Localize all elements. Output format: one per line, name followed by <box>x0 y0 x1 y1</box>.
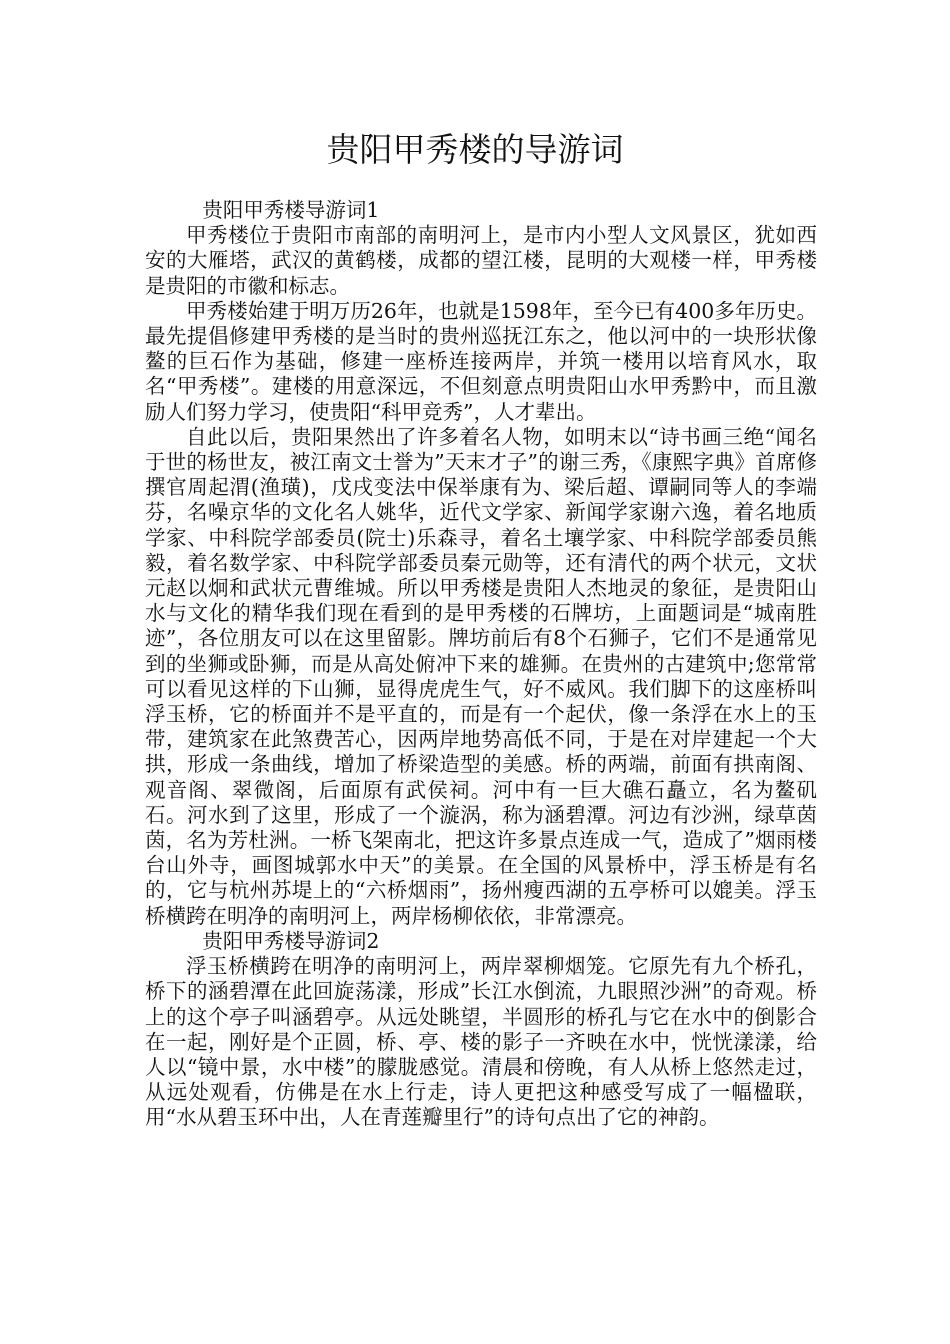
paragraph-2: 甲秀楼始建于明万历26年，也就是1598年，至今已有400多年历史。最先提倡修建甲秀楼的是当时的贵州巡抚江东之，他以河中的一块形状像鳌的巨石作为基础，修建一座桥连接两岸，并筑一楼用以培育风水，取名“甲秀楼”。建楼的用意深远，不但刻意点明贵阳山水甲秀黔中，而且激励人们努力学习，使贵阳“科甲竞秀”，人才辈出。 <box>145 298 817 424</box>
section-heading-2: 贵阳甲秀楼导游词2 <box>202 928 380 953</box>
paragraph-1: 甲秀楼位于贵阳市南部的南明河上，是市内小型人文风景区，犹如西安的大雁塔，武汉的黄鹤楼，成都的望江楼，昆明的大观楼一样，甲秀楼是贵阳的市徽和标志。 <box>145 223 817 298</box>
paragraph-4: 浮玉桥横跨在明净的南明河上，两岸翠柳烟笼。它原先有九个桥孔，桥下的涵碧潭在此回旋荡漾，形成”长江水倒流，九眼照沙洲”的奇观。桥上的这个亭子叫涵碧亭。从远处眺望，半圆形的桥孔与它在水中的倒影合在一起，刚好是个正圆，桥、亭、楼的影子一齐映在水中，恍恍漾漾，给人以“镜中景，水中楼”的朦胧感觉。清晨和傍晚，有人从桥上悠然走过，从远处观看，仿佛是在水上行走，诗人更把这种感受写成了一幅楹联，用“水从碧玉环中出，人在青莲瓣里行”的诗句点出了它的神韵。 <box>145 954 817 1130</box>
paragraph-3: 自此以后，贵阳果然出了许多着名人物，如明末以“诗书画三绝“闻名于世的杨世友，被江南文士誉为”天末才子”的谢三秀，《康熙字典》首席修撰官周起渭(渔璜)，戊戌变法中保举康有为、梁后超、谭嗣同等人的李端芬，名噪京华的文化名人姚华，近代文学家、新闻学家谢六逸，着名地质学家、中科院学部委员(院士)乐森寻，着名土壤学家、中科院学部委员熊毅，着名数学家、中科院学部委员秦元勋等，还有清代的两个状元，文状元赵以炯和武状元曹维城。所以甲秀楼是贵阳人杰地灵的象征，是贵阳山水与文化的精华我们现在看到的是甲秀楼的石牌坊，上面题词是“城南胜迹”，各位朋友可以在这里留影。牌坊前后有8个石狮子，它们不是通常见到的坐狮或卧狮，而是从高处俯冲下来的雄狮。在贵州的古建筑中;您常常可以看见这样的下山狮，显得虎虎生气，好不威风。我们脚下的这座桥叫浮玉桥，它的桥面并不是平直的，而是有一个起伏，像一条浮在水上的玉带，建筑家在此煞费苦心，因两岸地势高低不同，于是在对岸建起一个大拱，形成一条曲线，增加了桥梁造型的美感。桥的两端，前面有拱南阁、观音阁、翠微阁，后面原有武侯祠。河中有一巨大礁石矗立，名为鳌矶石。河水到了这里，形成了一个漩涡，称为涵碧潭。河边有沙洲，绿草茵茵，名为芳杜洲。一桥飞架南北，把这许多景点连成一气，造成了”烟雨楼台山外寺，画图城郭水中天”的美景。在全国的风景桥中，浮玉桥是有名的，它与杭州苏堤上的“六桥烟雨”，扬州瘦西湖的五亭桥可以媲美。浮玉桥横跨在明净的南明河上，两岸杨柳依依，非常漂亮。 <box>145 424 817 928</box>
section-heading-1: 贵阳甲秀楼导游词1 <box>202 198 380 222</box>
document-body <box>145 198 817 1131</box>
document-title: 贵阳甲秀楼的导游词 <box>326 130 624 169</box>
